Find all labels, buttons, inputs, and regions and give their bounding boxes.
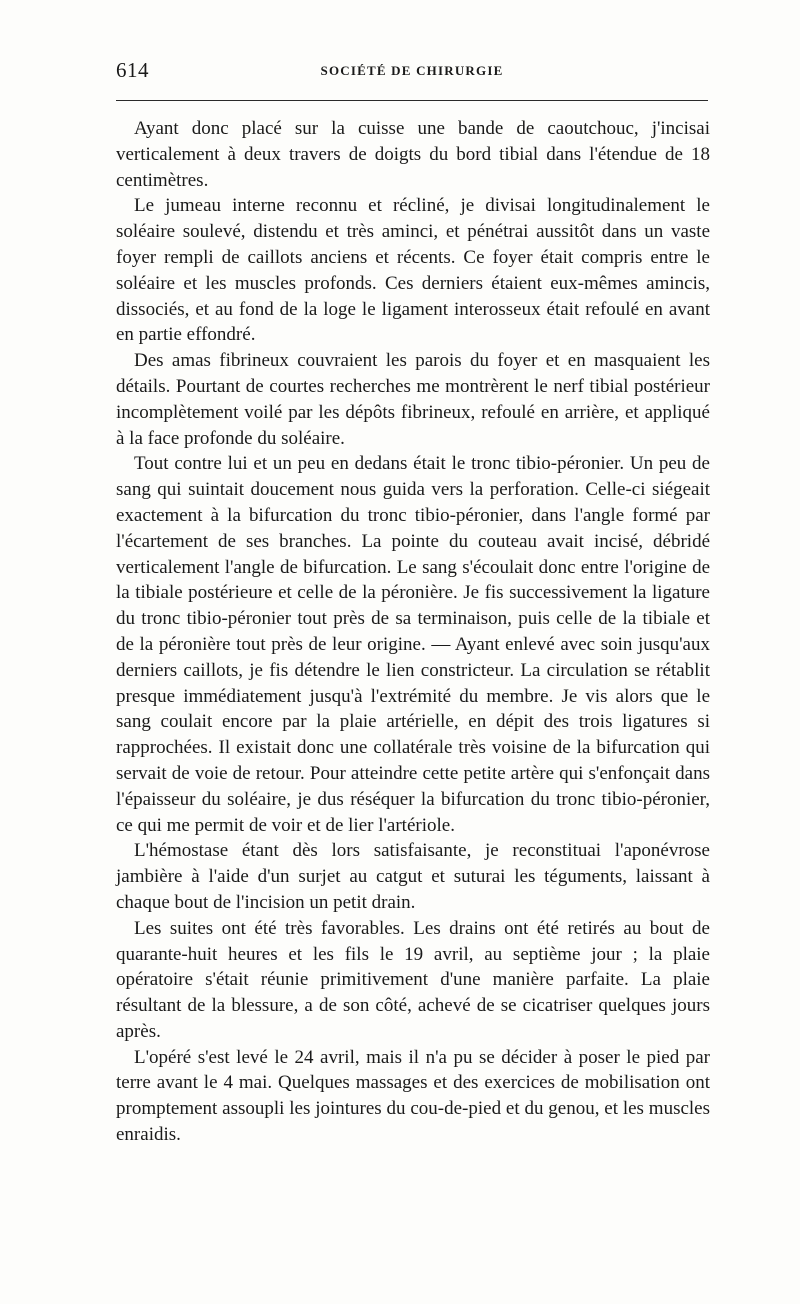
paragraph-hemostasis-closure: L'hémostase étant dès lors satisfaisante, je reconstituai l'aponévrose jambière à l'aide d'un surjet au catgut et suturai les téguments, laissant à chaque bout de l'incision un petit drain. [116, 840, 710, 913]
page-header [116, 58, 708, 88]
header-rule [116, 100, 708, 101]
paragraph-ligature-procedure: Tout contre lui et un peu en dedans était le tronc tibio-péronier. Un peu de sang qui suintait doucement nous guida vers la perforation. Celle-ci siégeait exactement à la bifurcation du tronc tibio-péronier, dans l'angle formé par l'écartement de ses branches. La pointe du couteau avait incisé, débridé verticalement l'angle de bifurcation. Le sang s'écoulait donc entre l'origine de la tibiale postérieure et celle de la péronière. Je fis successivement la ligature du tronc tibio-péronier tout près de sa terminaison, puis celle de la tibiale et de la péronière tout près de leur origine. — Ayant enlevé avec soin jusqu'aux derniers caillots, je fis détendre le lien constricteur. La circulation se rétablit presque immédiatement jusqu'à l'extrémité du membre. Je vis alors que le sang coulait encore par la plaie artérielle, en dépit des trois ligatures si rapprochées. Il existait donc une collatérale très voisine de la bifurcation qui servait de voie de retour. Pour atteindre cette petite artère qui s'enfonçait dans l'épaisseur du soléaire, je dus réséquer la bifurcation du tronc tibio-péronier, ce qui me permit de voir et de lier l'artériole. [116, 453, 710, 836]
page-number: 614 [116, 58, 149, 82]
paragraph-recovery: L'opéré s'est levé le 24 avril, mais il n'a pu se décider à poser le pied par terre avant le 4 mai. Quelques massages et des exercices de mobilisation ont promptement assoupli les jointures du cou-de-pied et du genou, et les muscles enraidis. [116, 1046, 710, 1146]
paragraph-soleus-hematoma: Le jumeau interne reconnu et récliné, je divisai longitudinalement le soléaire soulevé, distendu et très aminci, et pénétrai aussitôt dans un vaste foyer rempli de caillots anciens et récents. Ce foyer était compris entre le soléaire et les muscles profonds. Ces derniers étaient eux-mêmes amincis, dissociés, et au fond de la loge le ligament interosseux était refoulé en avant en partie effondré. [116, 195, 710, 346]
body-text [116, 116, 710, 1148]
paragraph-tourniquet-incision: Ayant donc placé sur la cuisse une bande de caoutchouc, j'incisai verticalement à deux travers de doigts du bord tibial dans l'étendue de 18 centimètres. [116, 118, 710, 191]
running-title: SOCIÉTÉ DE CHIRURGIE [320, 63, 504, 78]
paragraph-postoperative-course: Les suites ont été très favorables. Les drains ont été retirés au bout de quarante-huit heures et les fils le 19 avril, au septième jour ; la plaie opératoire s'était réunie primitivement d'une manière parfaite. La plaie résultant de la blessure, a de son côté, achevé de se cicatriser quelques jours après. [116, 917, 710, 1042]
paragraph-fibrinous-deposits: Des amas fibrineux couvraient les parois du foyer et en masquaient les détails. Pourtant de courtes recherches me montrèrent le nerf tibial postérieur incomplètement voilé par les dépôts fibrineux, refoulé en arrière, et appliqué à la face profonde du soléaire. [116, 350, 710, 449]
